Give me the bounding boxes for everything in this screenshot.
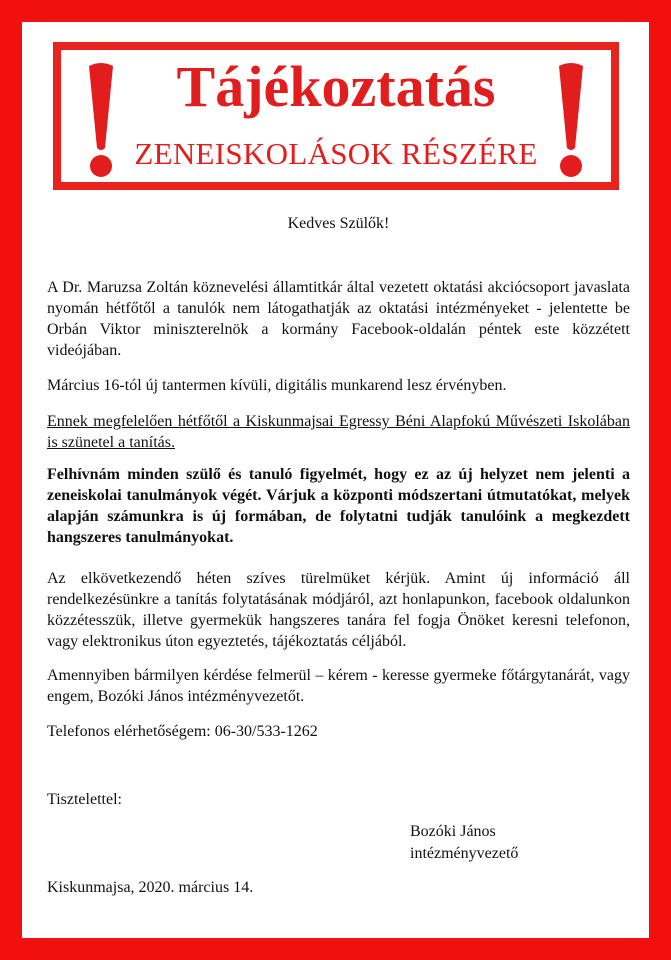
notice-banner: [53, 42, 619, 190]
exclamation-icon: [553, 62, 589, 180]
signature-name: Bozóki János: [410, 823, 496, 840]
banner-subtitle: ZENEISKOLÁSOK RÉSZÉRE: [134, 136, 538, 171]
banner-title: Tájékoztatás: [176, 54, 496, 119]
paragraph-school-closure: Ennek megfelelően hétfőtől a Kiskunmajsai Egressy Béni Alapfokú Művészeti Iskolában is szünetel a tanítás.: [47, 413, 630, 451]
paragraph-patience: Az elkövetkezendő héten szíves türelmüket kérjük. Amint új információ áll rendelkezésünkre a tanítás folytatásának módjáról, azt honlapunkon, facebook oldalunkon közzétesszük, illetve gyermekük hangszeres tanára fel fogja Önöket keresni telefonon, vagy elektronikus úton egyeztetés, tájékoztatás céljából.: [47, 570, 630, 650]
paragraph-digital-schedule: Március 16-tól új tantermen kívüli, digitális munkarend lesz érvényben.: [47, 377, 507, 394]
closing: Tisztelettel:: [47, 791, 122, 808]
paragraph-questions: Amennyiben bármilyen kérdése felmerül – kérem - keresse gyermeke főtárgytanárát, vagy engem, Bozóki János intézményvezetőt.: [47, 667, 630, 705]
signature-role: intézményvezető: [410, 845, 519, 862]
paragraph-notice-bold: Felhívnám minden szülő és tanuló figyelmét, hogy ez az új helyzet nem jelenti a zeneiskolai tanulmányok végét. Várjuk a központi módszertani útmutatókat, melyek alapján számunkra is új formában, de folytatni tudják tanulóink a megkezdett hangszeres tanulmányokat.: [47, 466, 630, 546]
phone-line: Telefonos elérhetőségem: 06-30/533-1262: [47, 723, 318, 740]
place-date: Kiskunmajsa, 2020. március 14.: [47, 879, 254, 896]
greeting: Kedves Szülők!: [287, 215, 390, 232]
paragraph-announcement: A Dr. Maruzsa Zoltán köznevelési államtitkár által vezetett oktatási akciócsoport javaslata nyomán hétfőtől a tanulók nem látogathatják az oktatási intézményeket - jelentette be Orbán Viktor miniszterelnök a kormány Facebook-oldalán péntek este közzétett videójában.: [47, 279, 630, 359]
